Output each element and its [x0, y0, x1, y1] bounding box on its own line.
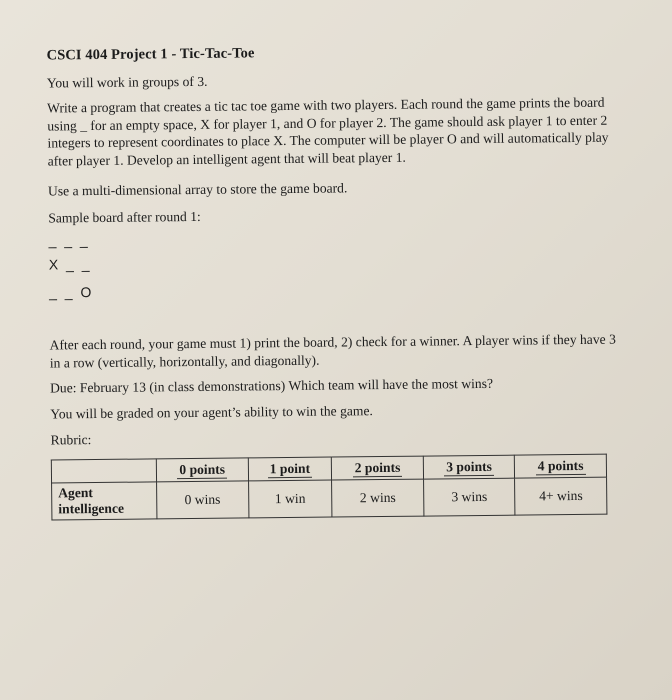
rubric-value-4: 4+ wins — [515, 477, 607, 515]
rubric-header-0 — [156, 458, 248, 482]
rubric-value-2: 2 wins — [332, 479, 424, 517]
rubric-header-2-text: 2 points — [353, 459, 403, 477]
rubric-header-1-text: 1 point — [268, 460, 313, 477]
rubric-value-1: 1 win — [248, 480, 332, 518]
description-paragraph: Write a program that creates a tic tac toe game with two players. Each round the game prints the board using _ for an empty space, X for player 1, and O for player 2. The game should ask player 1 to enter 2 integers to represent coordinates to place X. The computer will be player O and will automatically play after player 1. Develop an intelligent agent that will beat player 1. — [47, 94, 609, 169]
after-round-paragraph: After each round, your game must 1) print the board, 2) check for a winner. A player wins if they have 3 in a row (vertically, horizontally, and diagonally). — [49, 331, 616, 370]
rubric-row-label: Agent intelligence — [52, 482, 157, 520]
graded-paragraph: You will be graded on your agent’s ability to win the game. — [50, 403, 373, 422]
board-row-2: X _ _ — [48, 256, 92, 273]
rubric-header-4-text: 4 points — [536, 457, 586, 475]
rubric-header-1 — [248, 457, 332, 481]
sample-board-label: Sample board after round 1: — [48, 208, 201, 226]
rubric-corner-cell — [51, 459, 156, 483]
board-row-3: _ _ O — [48, 284, 94, 301]
due-paragraph: Due: February 13 (in class demonstrations) Which team will have the most wins? — [49, 375, 494, 396]
groups-paragraph: You will work in groups of 3. — [46, 73, 208, 91]
rubric-header-0-text: 0 points — [177, 461, 227, 479]
rubric-header-3-text: 3 points — [444, 458, 494, 476]
rubric-header-2 — [332, 456, 424, 480]
rubric-value-0: 0 wins — [157, 481, 249, 519]
array-paragraph: Use a multi-dimensional array to store the game board. — [47, 180, 348, 199]
rubric-table — [51, 454, 608, 521]
page-title: CSCI 404 Project 1 - Tic-Tac-Toe — [46, 45, 255, 64]
board-row-1: _ _ _ — [48, 232, 90, 249]
rubric-header-3 — [423, 455, 515, 479]
rubric-value-3: 3 wins — [423, 478, 515, 516]
rubric-header-4 — [515, 454, 607, 478]
rubric-label: Rubric: — [50, 432, 92, 448]
rubric-row-agent — [52, 477, 607, 520]
